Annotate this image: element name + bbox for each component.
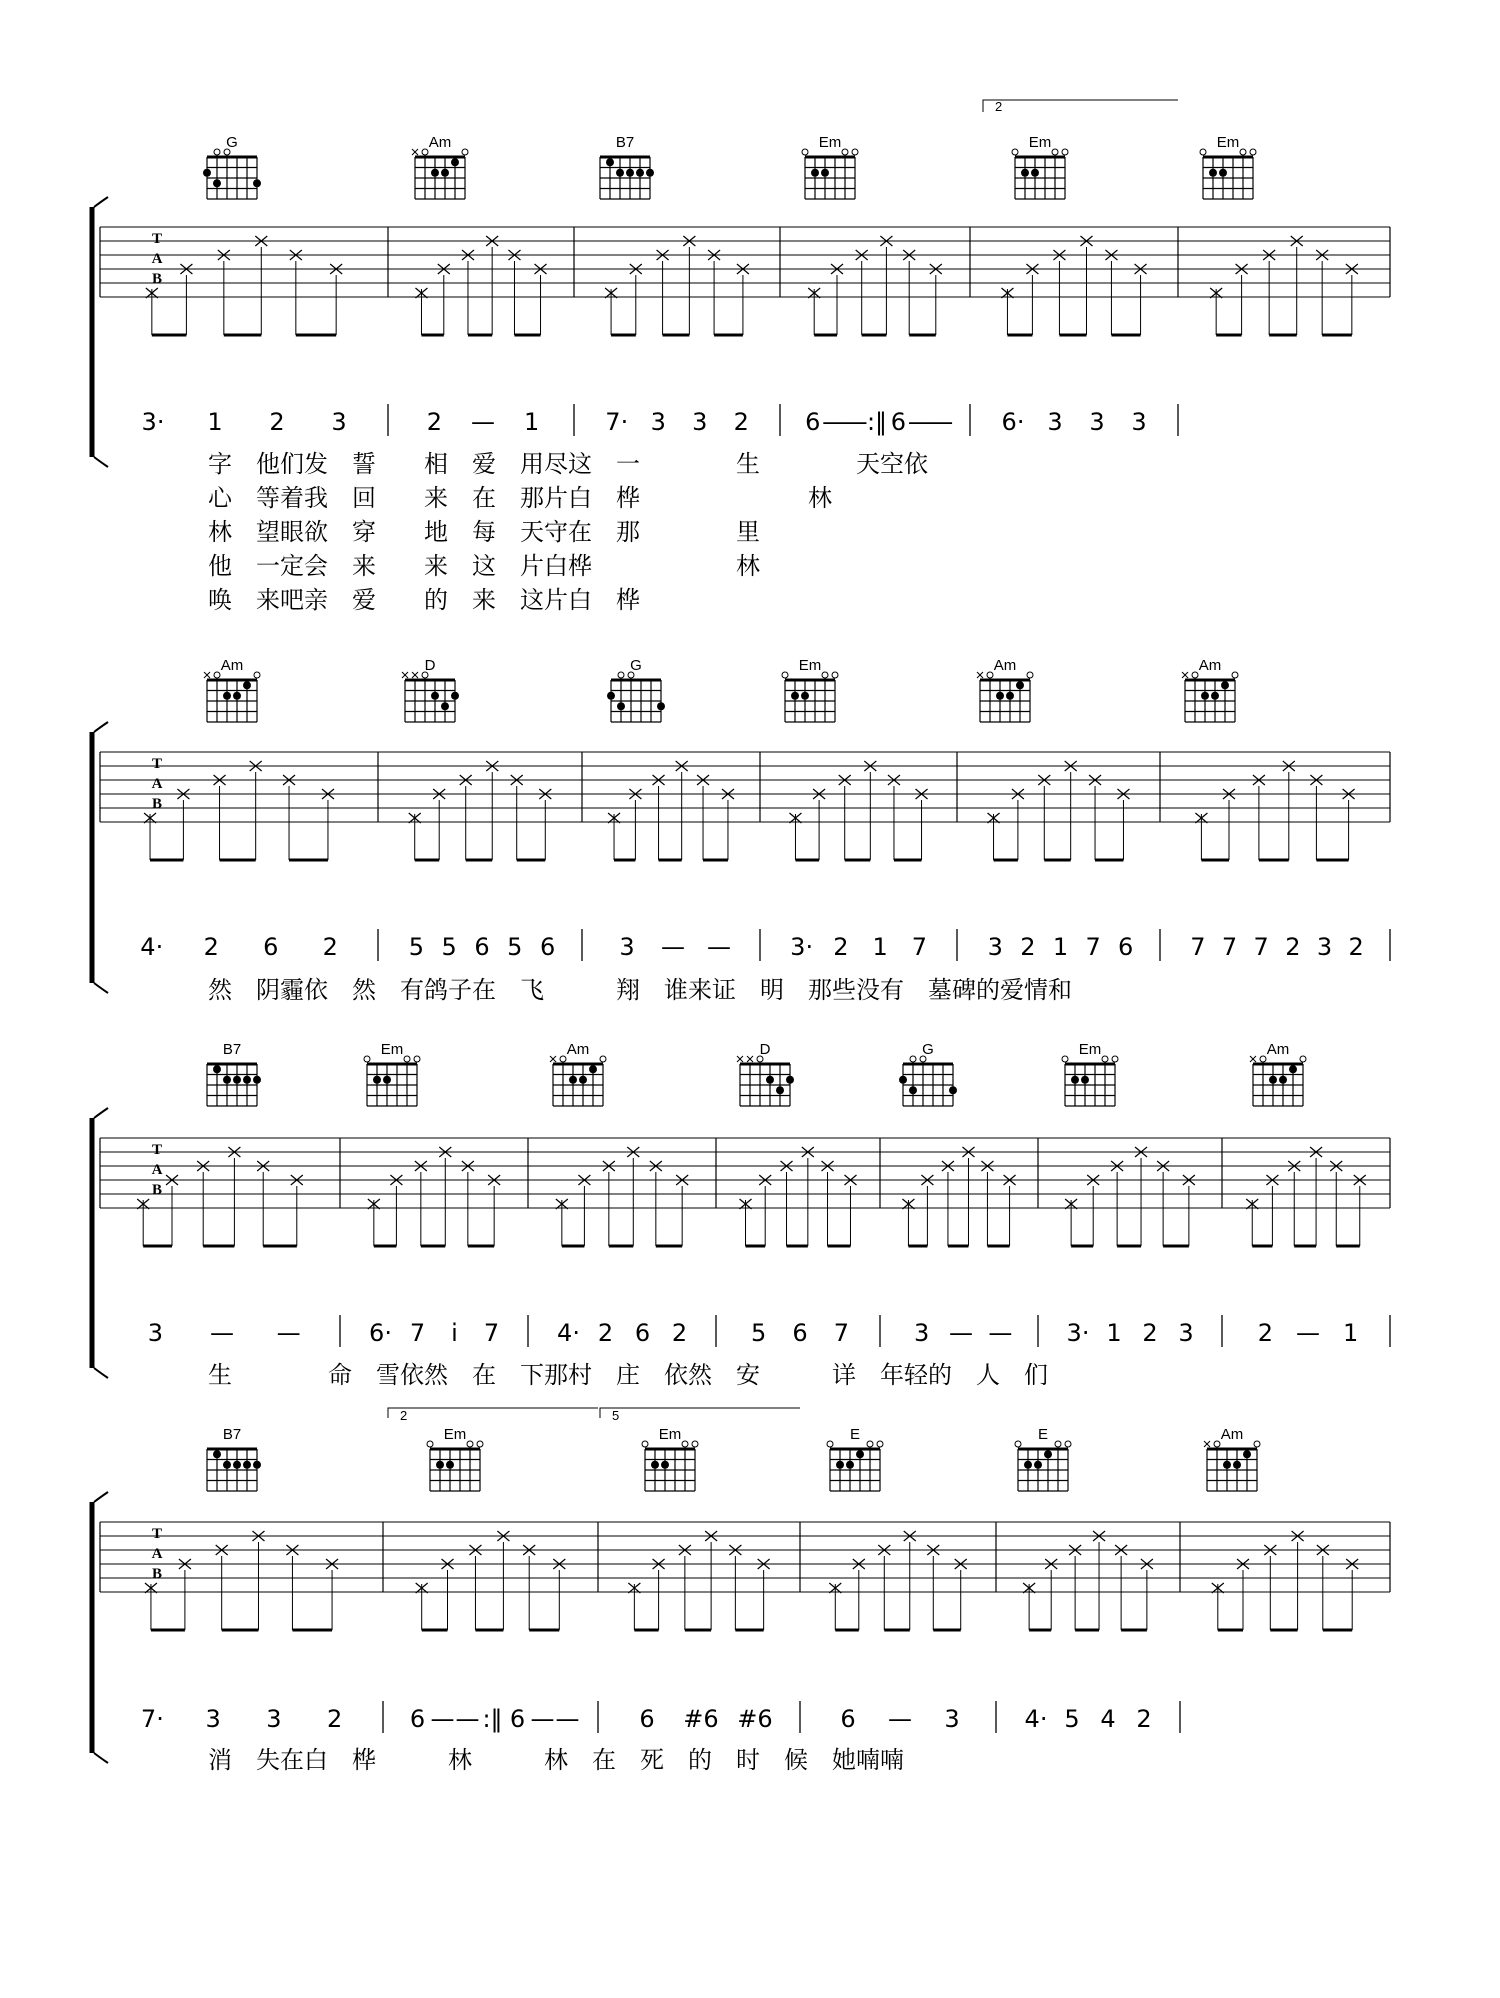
lyric-line: 消 失在白 桦 林 林 在 死 的 时 候 她喃喃 <box>208 1746 904 1774</box>
chord-name-Em: Em <box>1216 134 1240 151</box>
jianpu-note: 6· <box>369 1319 392 1347</box>
jianpu-note: — <box>1296 1319 1320 1347</box>
jianpu-note: 4· <box>557 1319 580 1347</box>
jianpu-note: 7 <box>1085 933 1101 961</box>
jianpu-note: 7 <box>1253 933 1269 961</box>
chord-diagram <box>550 1041 606 1106</box>
jianpu-note: #6 <box>683 1705 719 1733</box>
tab-letter-T: T <box>151 1526 163 1542</box>
system-3 <box>92 1041 1390 1389</box>
jianpu-note: 6 <box>409 1705 426 1733</box>
jianpu-note: 1 <box>1343 1319 1359 1347</box>
jianpu-note: 6· <box>1001 408 1025 436</box>
jianpu-note: — <box>455 1705 480 1733</box>
chord-diagram <box>977 657 1033 722</box>
jianpu-note: 4· <box>1024 1705 1048 1733</box>
jianpu-note: 7 <box>1190 933 1206 961</box>
jianpu-note: — <box>888 1705 912 1733</box>
jianpu-note: 2 <box>597 1319 614 1347</box>
jianpu-note: 6 <box>474 933 490 961</box>
jianpu-note: — <box>907 408 932 436</box>
chord-diagram <box>402 657 459 722</box>
chord-name-Em: Em <box>818 134 842 151</box>
tab-letter-B: B <box>151 271 163 287</box>
chord-name-E: E <box>849 1426 861 1443</box>
jianpu-note: 3· <box>790 933 814 961</box>
jianpu-note: 2 <box>326 1705 343 1733</box>
jianpu-note: — <box>530 1705 555 1733</box>
jianpu-note: 3 <box>944 1705 960 1733</box>
jianpu-note: 2 <box>1285 933 1301 961</box>
jianpu-note: 3 <box>619 933 635 961</box>
jianpu-note: 6 <box>539 933 556 961</box>
jianpu-note: — <box>430 1705 455 1733</box>
volta-2: 5 <box>612 1408 620 1423</box>
lyric-line: 唤 来吧亲 爱 的 来 这片白 桦 <box>208 586 640 614</box>
jianpu-note: 7· <box>140 1705 164 1733</box>
jianpu-note: 5 <box>751 1319 767 1347</box>
jianpu-note: 2 <box>426 408 442 436</box>
chord-diagram <box>1012 134 1068 199</box>
jianpu-note: 3 <box>1316 933 1333 961</box>
jianpu-note: 4 <box>1100 1705 1116 1733</box>
jianpu-note: 1 <box>524 408 540 436</box>
jianpu-note: 3 <box>1047 408 1063 436</box>
jianpu-note: 3 <box>650 408 666 436</box>
jianpu-note: 3 <box>331 408 347 436</box>
chord-name-G: G <box>630 657 642 674</box>
jianpu-note: 3 <box>1178 1319 1194 1347</box>
chord-diagram <box>1015 1426 1071 1491</box>
jianpu-note: 2 <box>269 408 285 436</box>
tab-letter-A: A <box>151 776 163 792</box>
jianpu-note: 3 <box>1089 408 1105 436</box>
chord-diagram <box>207 1426 261 1491</box>
chord-name-D: D <box>759 1041 771 1058</box>
jianpu-note: 2 <box>1348 933 1364 961</box>
system-4 <box>92 1426 1390 1774</box>
jianpu-note: 2 <box>733 408 749 436</box>
jianpu-note: 3 <box>692 408 708 436</box>
jianpu-note: 2 <box>671 1319 688 1347</box>
jianpu-note: 3· <box>141 408 165 436</box>
chord-name-Am: Am <box>1198 657 1222 674</box>
chord-diagram <box>1200 134 1256 199</box>
chord-name-Am: Am <box>1266 1041 1290 1058</box>
jianpu-note: 6 <box>890 408 907 436</box>
chord-diagram <box>642 1426 698 1491</box>
tab-letter-A: A <box>151 251 163 267</box>
tab-letter-B: B <box>151 1566 163 1582</box>
jianpu-note: 6 <box>840 1705 856 1733</box>
jianpu-note: — <box>276 1319 301 1347</box>
tab-letter-A: A <box>151 1162 163 1178</box>
jianpu-note: 6 <box>1118 933 1134 961</box>
jianpu-note: — <box>822 408 847 436</box>
jianpu-note: 7 <box>833 1319 849 1347</box>
chord-name-Em: Em <box>798 657 822 674</box>
jianpu-note: 5 <box>408 933 425 961</box>
chord-diagram <box>427 1426 483 1491</box>
chord-diagram <box>782 657 838 722</box>
jianpu-note: — <box>843 408 868 436</box>
chord-diagram <box>204 657 260 722</box>
chord-name-Am: Am <box>1220 1426 1244 1443</box>
chord-name-Em: Em <box>380 1041 404 1058</box>
tab-letter-T: T <box>151 756 163 772</box>
lyric-line: 心 等着我 回 来 在 那片白 桦 林 <box>208 484 832 512</box>
jianpu-note: — <box>661 933 685 961</box>
tab-letter-T: T <box>151 231 163 247</box>
chord-diagram <box>802 134 858 199</box>
lyric-line: 他 一定会 来 来 这 片白桦 林 <box>208 552 760 580</box>
jianpu-note: 2 <box>322 933 338 961</box>
chord-name-B7: B7 <box>615 134 635 151</box>
jianpu-note: 2 <box>1020 933 1036 961</box>
chord-name-G: G <box>922 1041 934 1058</box>
chord-diagram <box>1182 657 1238 722</box>
jianpu-note: 4· <box>140 933 164 961</box>
chord-name-D: D <box>424 657 436 674</box>
chord-diagram <box>207 1041 261 1106</box>
jianpu-note: 1 <box>1052 933 1069 961</box>
chord-diagram <box>203 134 261 199</box>
jianpu-note: — <box>988 1319 1013 1347</box>
jianpu-note: 1 <box>1106 1319 1122 1347</box>
jianpu-note: 3 <box>205 1705 221 1733</box>
jianpu-note: 3 <box>987 933 1003 961</box>
chord-name-Em: Em <box>443 1426 467 1443</box>
jianpu-note: 2 <box>1142 1319 1158 1347</box>
system-1 <box>92 134 1390 614</box>
chord-name-Em: Em <box>1078 1041 1102 1058</box>
system-2 <box>92 657 1390 1004</box>
chord-diagram <box>607 657 665 722</box>
chord-name-Am: Am <box>566 1041 590 1058</box>
chord-diagram <box>899 1041 957 1106</box>
jianpu-note: 2 <box>1136 1705 1152 1733</box>
jianpu-note: i <box>451 1319 458 1347</box>
jianpu-note: — <box>471 408 495 436</box>
chord-name-Em: Em <box>1028 134 1052 151</box>
jianpu-note: 6 <box>263 933 279 961</box>
volta-1: 2 <box>400 1408 408 1423</box>
lyric-line: 林 望眼欲 穿 地 每 天守在 那 里 <box>208 518 760 546</box>
jianpu-note: 5 <box>1064 1705 1080 1733</box>
chord-diagram <box>600 134 654 199</box>
jianpu-note: — <box>929 408 954 436</box>
jianpu-note: 3 <box>1131 408 1147 436</box>
chord-name-Am: Am <box>993 657 1017 674</box>
jianpu-note: :‖ <box>482 1705 503 1733</box>
tab-letter-B: B <box>151 1182 163 1198</box>
chord-name-E: E <box>1037 1426 1049 1443</box>
jianpu-note: 3 <box>914 1319 930 1347</box>
tab-letter-B: B <box>151 796 163 812</box>
volta-top: 2 <box>995 99 1003 114</box>
jianpu-note: 1 <box>872 933 888 961</box>
chord-diagram <box>827 1426 883 1491</box>
jianpu-note: 2 <box>833 933 849 961</box>
jianpu-note: 3· <box>1066 1319 1090 1347</box>
chord-diagram <box>412 134 468 199</box>
jianpu-note: — <box>949 1319 973 1347</box>
jianpu-note: 7· <box>605 408 629 436</box>
chord-name-B7: B7 <box>222 1426 242 1443</box>
jianpu-note: 6 <box>639 1705 655 1733</box>
jianpu-note: 6 <box>509 1705 526 1733</box>
chord-diagram <box>737 1041 794 1106</box>
chord-name-G: G <box>226 134 238 151</box>
jianpu-note: 7 <box>911 933 928 961</box>
jianpu-note: 6 <box>805 408 821 436</box>
tab-letter-T: T <box>151 1142 163 1158</box>
lyric-line: 然 阴霾依 然 有鸽子在 飞 翔 谁来证 明 那些没有 墓碑的爱情和 <box>208 976 1072 1004</box>
jianpu-note: 5 <box>507 933 523 961</box>
lyric-line: 字 他们发 誓 相 爱 用尽这 一 生 天空依 <box>208 450 928 478</box>
jianpu-note: 6 <box>792 1319 808 1347</box>
jianpu-note: #6 <box>737 1705 773 1733</box>
jianpu-note: 6 <box>634 1319 651 1347</box>
chord-diagram <box>1062 1041 1118 1106</box>
jianpu-note: 3 <box>266 1705 282 1733</box>
jianpu-note: 7 <box>409 1319 426 1347</box>
chord-name-Em: Em <box>658 1426 682 1443</box>
chord-name-Am: Am <box>220 657 244 674</box>
tab-letter-A: A <box>151 1546 163 1562</box>
chord-diagram <box>364 1041 420 1106</box>
jianpu-note: 1 <box>207 408 223 436</box>
chord-name-B7: B7 <box>222 1041 242 1058</box>
jianpu-note: 2 <box>203 933 219 961</box>
jianpu-note: 3 <box>147 1319 163 1347</box>
chord-name-Am: Am <box>428 134 452 151</box>
jianpu-note: 5 <box>441 933 457 961</box>
chord-diagram <box>1204 1426 1260 1491</box>
jianpu-note: :‖ <box>866 408 888 436</box>
jianpu-note: 7 <box>483 1319 500 1347</box>
jianpu-note: — <box>555 1705 580 1733</box>
jianpu-note: — <box>210 1319 234 1347</box>
jianpu-note: 2 <box>1257 1319 1273 1347</box>
chord-diagram <box>1250 1041 1306 1106</box>
jianpu-note: 7 <box>1221 933 1238 961</box>
lyric-line: 生 命 雪依然 在 下那村 庄 依然 安 详 年轻的 人 们 <box>208 1361 1048 1389</box>
jianpu-note: — <box>707 933 731 961</box>
